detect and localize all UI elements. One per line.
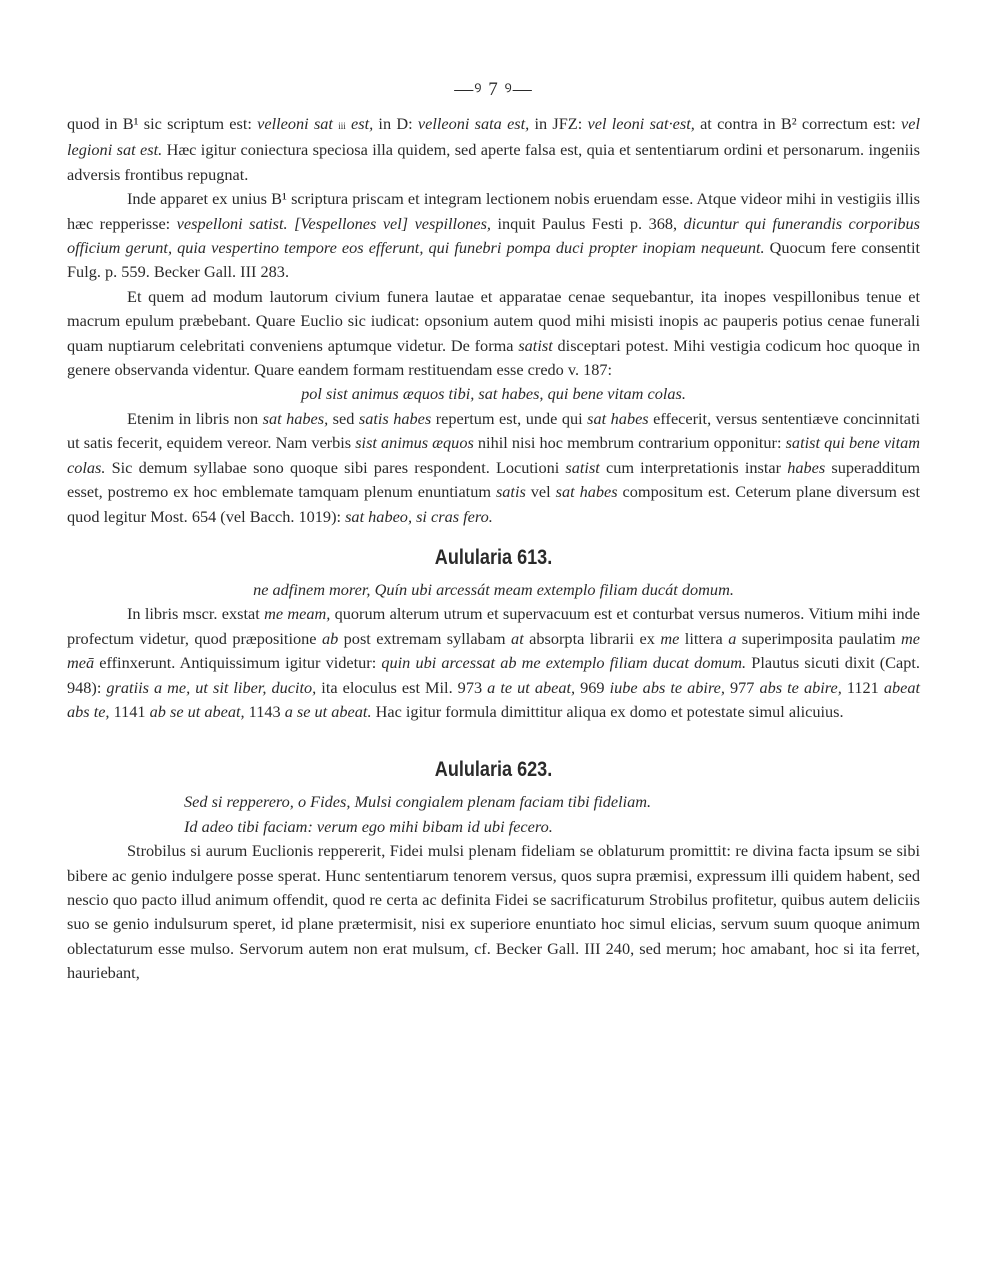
paragraph-4: Etenim in libris non sat habes, sed satis habes repertum est, unde qui sat habes effecerit, versus sententiæve concinnitati ut satis fecerit, equidem vereor. Nam verbis sist animus æquos nihil nisi hoc membrum contrarium opponitur: satist qui bene vitam colas. Sic demum syllabae sono quoque sibi pares respondent. Locutioni satist cum interpretationis instar habes superadditum esset, postremo ex hoc emblemate tamquam plenum enuntiatum satis vel sat habes compositum est. Ceterum plane diversum est quod legitur Most. 654 (vel Bacch. 1019): sat habeo, si cras fero. xyxy=(67,408,921,526)
verse-quote-2: ne adfinem morer, Quín ubi arcessát meam extemplo filiam ducát domum. xyxy=(253,579,734,599)
paragraph-1: quod in B¹ sic scriptum est: velleoni sat iii est, in D: velleoni sata est, in JFZ: vel leoni sat·est, at contra in B² correctum est: vel legioni sat est. Hæc igitur coniectura speciosa illa quidem, sed aperte falsa est, quia et sententiarum ordini et personarum. ingeniis adversis frontibus repugnat. xyxy=(67,114,921,184)
section-heading-aulularia-613: Aulularia 613. xyxy=(434,545,553,569)
page-number: —ꝰ 7 ꝰ— xyxy=(454,79,533,100)
paragraph-6: Strobilus si aurum Euclionis reppererit, Fidei mulsi plenam fideliam se oblaturum promittit: re divina facta ipsum se sibi bibere ac genio indulgere posse sperat. Hunc sententiarum tenorem versus, quos supra præmisi, expressum illi quidem habent, sed nescio quo pacto illud animum offendit, quod re certa ac definita Fidei se sacrificaturum Strobilus profitetur, quibus autem deliciis suo se genio indulsurum speret, id plane prætermisit, nisi ex superiore enuntiato hoc simul elicias, servum suum quoque animum oblectaturum esse mulso. Servorum autem non erat mulsum, cf. Becker Gall. III 240, sed merum; hoc amabant, hoc si ita ferret, hauriebant, xyxy=(67,841,920,983)
paragraph-2: Inde apparet ex unius B¹ scriptura priscam et integram lectionem nobis eruendam esse. Atque videor mihi in vestigiis illis hæc repperisse: vespelloni satist. [Vespellones vel] vespillones, inquit Paulus Festi p. 368, dicuntur qui funerandis corporibus officium gerunt, quia vespertino tempore eos efferunt, qui funebri pompa duci propter inopiam nequeunt. Quocum fere consentit Fulg. p. 559. Becker Gall. III 283. xyxy=(67,189,920,282)
verse-quote-3: Sed si repperero, o Fides, Mulsi congialem plenam faciam tibi fideliam. xyxy=(184,792,652,812)
verse-quote-4: Id adeo tibi faciam: verum ego mihi bibam id ubi fecero. xyxy=(184,816,553,836)
paragraph-3: Et quem ad modum lautorum civium funera lautae et apparatae cenae sequebantur, ita inopes vespillonibus tenue et macrum epulum præbebant. Quare Euclio sic iudicat: opsonium autem quod mihi misisti inopis ac pauperis potius cenae funerali quam nuptiarum celebritati conveniens aptumque videtur. De forma satist disceptari potest. Mihi vestigia codicum hoc quoque in genere observanda videntur. Quare eandem formam restituendam esse credo v. 187: xyxy=(67,286,920,380)
verse-quote-1: pol sist animus æquos tibi, sat habes, qui bene vitam colas. xyxy=(301,384,686,404)
page xyxy=(67,72,920,986)
section-heading-aulularia-623: Aulularia 623. xyxy=(434,758,553,782)
paragraph-5: In libris mscr. exstat me meam, quorum alterum utrum et supervacuum est et conturbat versus numeros. Vitium mihi inde profectum videtur, quod præpositione ab post extremam syllabam at absorpta librarii ex me littera a superimposita paulatim me meā effinxerunt. Antiquissimum igitur videtur: quin ubi arcessat ab me extemplo filiam ducat domum. Plautus sicuti dixit (Capt. 948): gratiis a me, ut sit liber, ducito, ita eloculus est Mil. 973 a te ut abeat, 969 iube abs te abire, 977 abs te abire, 1121 abeat abs te, 1141 ab se ut abeat, 1143 a se ut abeat. Hac igitur formula dimittitur aliqua ex domo et potestate simul alicuius. xyxy=(67,604,921,721)
